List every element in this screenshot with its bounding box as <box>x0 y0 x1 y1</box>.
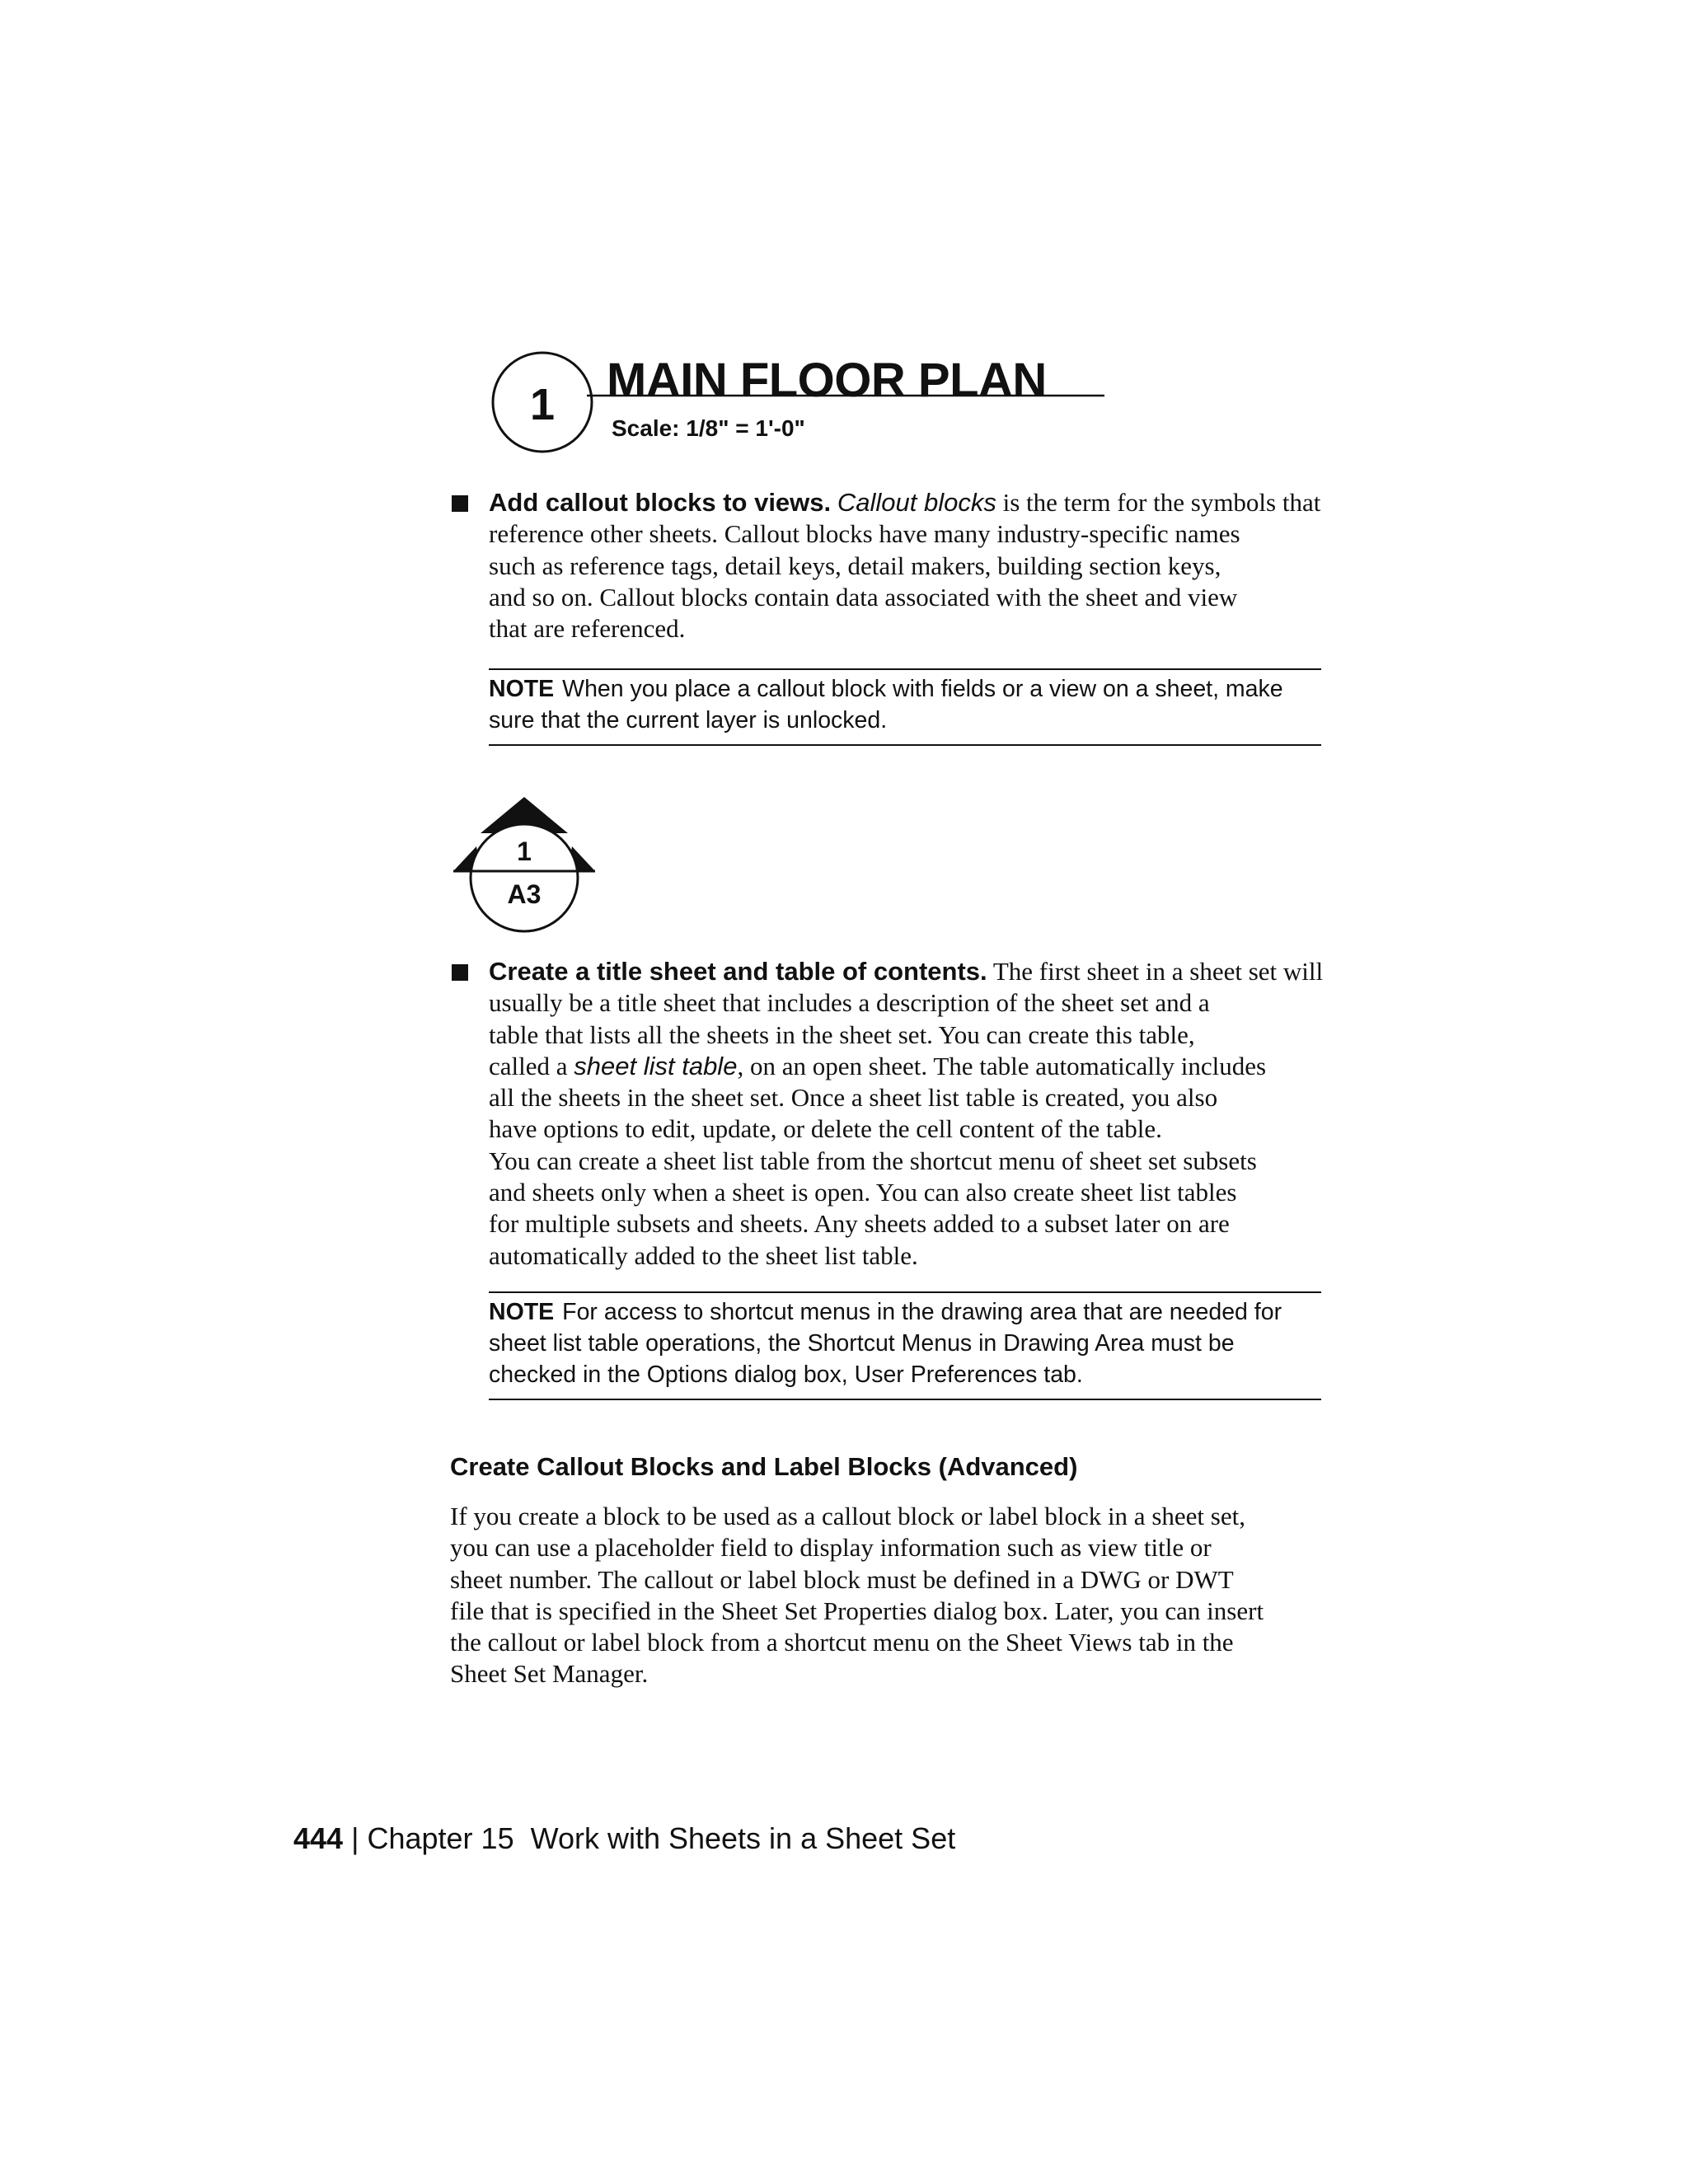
footer-separator: | <box>351 1821 359 1855</box>
text-line: such as reference tags, detail keys, detail makers, building section keys, <box>489 551 1221 580</box>
callout-block-graphic <box>450 795 607 935</box>
bullet-callout-blocks <box>489 487 1329 644</box>
text-line: have options to edit, update, or delete the cell content of the table. <box>489 1114 1162 1144</box>
bullet-lead: Add callout blocks to views. <box>489 488 832 517</box>
text-line: that are referenced. <box>489 614 686 644</box>
page-footer <box>293 1821 955 1856</box>
text-line: sheet list table operations, the Shortcut Menus in Drawing Area must be <box>489 1330 1235 1357</box>
chapter-title: Work with Sheets in a Sheet Set <box>530 1821 956 1855</box>
label-block-figure <box>491 343 1126 458</box>
text-line: automatically added to the sheet list table. <box>489 1240 918 1270</box>
italic-term: Callout blocks <box>837 488 996 517</box>
view-title: MAIN FLOOR PLAN <box>607 354 1047 407</box>
text-line: sure that the current layer is unlocked. <box>489 707 888 733</box>
text-line: reference other sheets. Callout blocks have many industry-specific names <box>489 519 1240 549</box>
text-line: you can use a placeholder field to display information such as view title or <box>450 1533 1212 1563</box>
bullet-lead: Create a title sheet and table of contents. <box>489 957 987 986</box>
italic-term: sheet list table <box>574 1051 738 1080</box>
text-line: If you create a block to be used as a callout block or label block in a sheet set, <box>450 1502 1245 1530</box>
section-heading: Create Callout Blocks and Label Blocks (Advanced) <box>450 1452 1078 1481</box>
note-label: NOTE <box>489 1299 555 1325</box>
view-scale: Scale: 1/8" = 1'-0" <box>612 415 805 441</box>
bullet-title-sheet: Create a title sheet and table of contents. The first sheet in a sheet set will usually be a title sheet that includes a description of the sheet set and a table that lists all the sheets in the sheet set. You can create this table, called a sheet list table, on an open sheet. The table automatically includes all the sheets in the sheet set. Once a sheet list table is created, you also have options to edit, update, or delete the cell content of the table. You can create a sheet list table from the shortcut menu of sheet set subsets and sheets only when a sheet is open. You can also create sheet list tables for multiple subsets and sheets. Any sheets added to a subset later on are automatically added to the sheet list table. <box>489 956 1329 1272</box>
chapter-label: Chapter 15 <box>367 1821 514 1855</box>
text-line: You can create a sheet list table from the shortcut menu of sheet set subsets <box>489 1146 1257 1175</box>
text-line: checked in the Options dialog box, User Preferences tab. <box>489 1361 1083 1388</box>
text-line: sheet number. The callout or label block must be defined in a DWG or DWT <box>450 1564 1234 1594</box>
text-line: Add callout blocks to views. Callout blocks is the term for the symbols that <box>489 488 1321 517</box>
note-label: NOTE <box>489 676 555 702</box>
page-number: 444 <box>293 1821 344 1855</box>
text-line: all the sheets in the sheet set. Once a sheet list table is created, you also <box>489 1083 1218 1113</box>
section-body <box>450 1501 1332 1690</box>
text-line: table that lists all the sheets in the sheet set. You can create this table, <box>489 1019 1195 1049</box>
bullet-marker <box>452 964 468 981</box>
text-line: usually be a title sheet that includes a description of the sheet set and a <box>489 988 1210 1018</box>
text-line: and sheets only when a sheet is open. You can also create sheet list tables <box>489 1178 1237 1207</box>
bullet-marker <box>452 495 468 512</box>
label-block-number: 1 <box>529 380 556 429</box>
text-line: for multiple subsets and sheets. Any sheets added to a subset later on are <box>489 1209 1230 1239</box>
text-line: and so on. Callout blocks contain data associated with the sheet and view <box>489 582 1238 612</box>
text-line: Sheet Set Manager. <box>450 1659 649 1689</box>
text-line: the callout or label block from a shortcut menu on the Sheet Views tab in the <box>450 1628 1234 1657</box>
callout-block-figure <box>450 795 607 935</box>
text-line: file that is specified in the Sheet Set Properties dialog box. Later, you can insert <box>450 1596 1264 1625</box>
callout-sheet-ref: A3 <box>507 879 542 909</box>
note-box: NOTE For access to shortcut menus in the drawing area that are needed for sheet list table operations, the Shortcut Menus in Drawing Area must be checked in the Options dialog box, User Preferences tab. <box>489 1291 1321 1400</box>
callout-sheet-number: 1 <box>517 837 532 866</box>
note-box: NOTE When you place a callout block with fields or a view on a sheet, make sure that the current layer is unlocked. <box>489 668 1321 746</box>
